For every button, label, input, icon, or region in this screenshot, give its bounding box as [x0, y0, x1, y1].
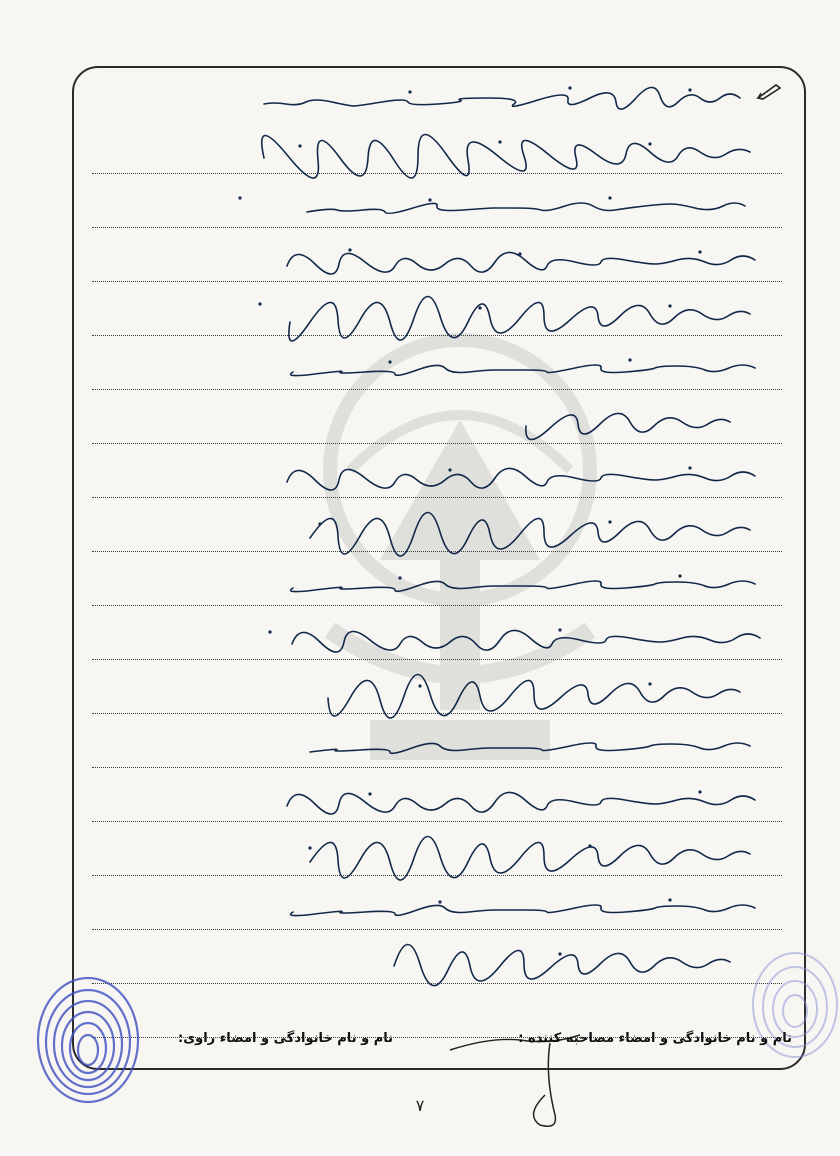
page-number: ۷ [415, 1096, 425, 1115]
fingerprint-stamp-faint-icon [740, 945, 840, 1065]
handwritten-text [90, 70, 780, 1030]
interviewer-signature-label: نام و نام خانوادگی و امضاء مصاحبه کننده : [518, 1031, 792, 1046]
narrator-signature-label: نام و نام خانوادگی و امضاء راوی: [178, 1031, 393, 1046]
fingerprint-stamp-icon [28, 970, 148, 1110]
